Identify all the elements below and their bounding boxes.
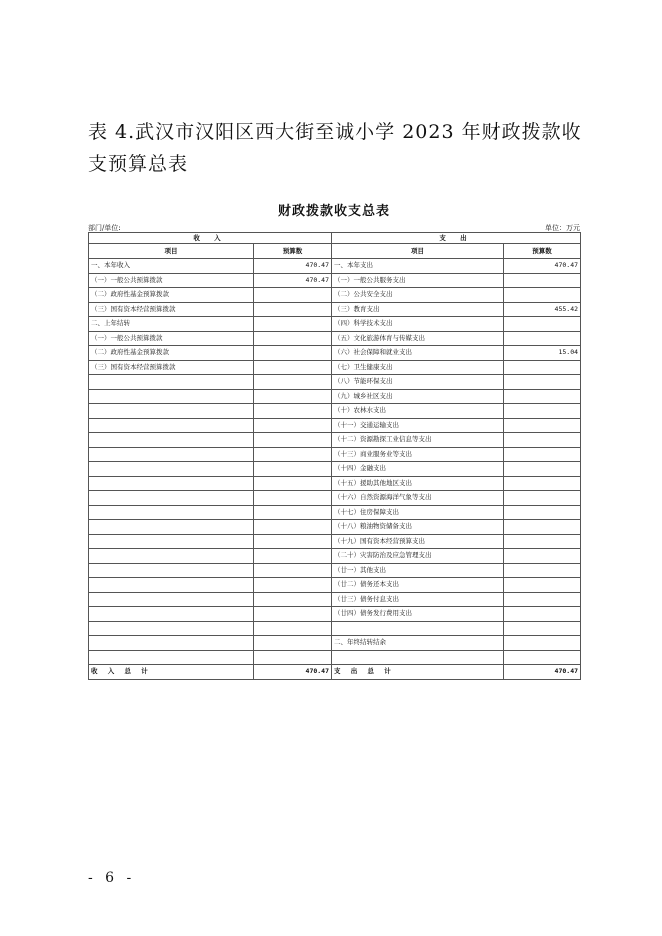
table-row bbox=[89, 549, 581, 564]
income-value-cell bbox=[254, 331, 332, 346]
income-item-cell bbox=[89, 433, 254, 448]
income-item-cell: （二）政府性基金预算拨款 bbox=[89, 288, 254, 303]
table-row bbox=[89, 447, 581, 462]
expense-value-cell bbox=[504, 505, 581, 520]
table-row bbox=[89, 578, 581, 593]
table-body bbox=[89, 259, 581, 665]
table-row bbox=[89, 636, 581, 651]
income-value-cell bbox=[254, 418, 332, 433]
expense-item-cell: （十五）援助其他地区支出 bbox=[332, 476, 504, 491]
income-item-cell bbox=[89, 650, 254, 665]
table-row bbox=[89, 476, 581, 491]
table-row bbox=[89, 592, 581, 607]
table-row bbox=[89, 607, 581, 622]
expense-item-cell: （廿一）其他支出 bbox=[332, 563, 504, 578]
table-row bbox=[89, 534, 581, 549]
expense-item-cell: （十六）自然资源海洋气象等支出 bbox=[332, 491, 504, 506]
expense-item-cell: （十）农林水支出 bbox=[332, 404, 504, 419]
income-item-header: 项目 bbox=[89, 244, 254, 259]
income-value-cell bbox=[254, 520, 332, 535]
income-value-cell bbox=[254, 592, 332, 607]
table-row bbox=[89, 491, 581, 506]
expense-value-cell bbox=[504, 534, 581, 549]
table-row bbox=[89, 520, 581, 535]
table-row bbox=[89, 346, 581, 361]
income-value-cell: 470.47 bbox=[254, 273, 332, 288]
expense-item-cell: （一）一般公共服务支出 bbox=[332, 273, 504, 288]
expense-item-cell: （十一）交通运输支出 bbox=[332, 418, 504, 433]
expense-item-cell: （九）城乡社区支出 bbox=[332, 389, 504, 404]
expense-item-cell: （十九）国有资本经营预算支出 bbox=[332, 534, 504, 549]
income-value-cell bbox=[254, 505, 332, 520]
table-row bbox=[89, 375, 581, 390]
expense-value-cell: 15.04 bbox=[504, 346, 581, 361]
expense-item-cell: （八）节能环保支出 bbox=[332, 375, 504, 390]
table-row bbox=[89, 302, 581, 317]
expense-value-cell bbox=[504, 592, 581, 607]
expense-item-cell: （廿四）债务发行费用支出 bbox=[332, 607, 504, 622]
expense-item-cell: （五）文化旅游体育与传媒支出 bbox=[332, 331, 504, 346]
expense-value-cell bbox=[504, 578, 581, 593]
income-value-cell bbox=[254, 476, 332, 491]
income-value-cell bbox=[254, 375, 332, 390]
income-value-cell bbox=[254, 317, 332, 332]
income-value-cell bbox=[254, 346, 332, 361]
income-total-value: 470.47 bbox=[254, 665, 332, 680]
expense-item-cell: （七）卫生健康支出 bbox=[332, 360, 504, 375]
table-row bbox=[89, 317, 581, 332]
table-row bbox=[89, 331, 581, 346]
table-row bbox=[89, 389, 581, 404]
income-item-cell: （三）国有资本经营预算拨款 bbox=[89, 302, 254, 317]
income-value-cell bbox=[254, 607, 332, 622]
table-row bbox=[89, 563, 581, 578]
income-item-cell bbox=[89, 636, 254, 651]
expense-item-cell: 一、本年支出 bbox=[332, 259, 504, 274]
expense-item-cell: （三）教育支出 bbox=[332, 302, 504, 317]
expense-item-cell: （二）公共安全支出 bbox=[332, 288, 504, 303]
section-header-row bbox=[89, 233, 581, 244]
expense-value-cell bbox=[504, 462, 581, 477]
table-row bbox=[89, 462, 581, 477]
expense-value-cell: 470.47 bbox=[504, 259, 581, 274]
income-item-cell bbox=[89, 621, 254, 636]
expense-item-cell: （四）科学技术支出 bbox=[332, 317, 504, 332]
expense-value-cell bbox=[504, 491, 581, 506]
income-value-cell bbox=[254, 621, 332, 636]
income-value-cell bbox=[254, 389, 332, 404]
expense-value-cell bbox=[504, 520, 581, 535]
income-item-cell bbox=[89, 491, 254, 506]
income-item-cell bbox=[89, 520, 254, 535]
expense-value-cell bbox=[504, 607, 581, 622]
income-value-cell bbox=[254, 563, 332, 578]
expense-item-header: 项目 bbox=[332, 244, 504, 259]
income-item-cell bbox=[89, 447, 254, 462]
income-value-cell bbox=[254, 650, 332, 665]
expense-item-cell bbox=[332, 621, 504, 636]
expense-item-cell: （六）社会保障和就业支出 bbox=[332, 346, 504, 361]
dept-label: 部门/单位: bbox=[88, 224, 121, 232]
expense-value-cell bbox=[504, 375, 581, 390]
document-title: 表 4.武汉市汉阳区西大街至诚小学 2023 年财政拨款收支预算总表 bbox=[88, 121, 582, 175]
expense-value-cell bbox=[504, 621, 581, 636]
income-value-cell bbox=[254, 491, 332, 506]
expense-value-cell bbox=[504, 563, 581, 578]
total-row bbox=[89, 665, 581, 680]
income-item-cell: （三）国有资本经营预算拨款 bbox=[89, 360, 254, 375]
income-item-cell: 二、上年结转 bbox=[89, 317, 254, 332]
expense-value-cell: 455.42 bbox=[504, 302, 581, 317]
income-item-cell: 一、本年收入 bbox=[89, 259, 254, 274]
expense-value-cell bbox=[504, 418, 581, 433]
expense-value-cell bbox=[504, 317, 581, 332]
expense-item-cell: （十七）住房保障支出 bbox=[332, 505, 504, 520]
expense-total-label: 支 出 总 计 bbox=[332, 665, 504, 680]
expense-budget-header: 预算数 bbox=[504, 244, 581, 259]
expense-value-cell bbox=[504, 273, 581, 288]
expense-value-cell bbox=[504, 650, 581, 665]
table-row bbox=[89, 259, 581, 274]
income-total-label: 收 入 总 计 bbox=[89, 665, 254, 680]
expense-value-cell bbox=[504, 476, 581, 491]
table-row bbox=[89, 433, 581, 448]
table-row bbox=[89, 418, 581, 433]
page-number: - 6 - bbox=[88, 870, 136, 886]
income-item-cell: （一）一般公共预算拨款 bbox=[89, 273, 254, 288]
income-item-cell: （二）政府性基金预算拨款 bbox=[89, 346, 254, 361]
income-item-cell bbox=[89, 404, 254, 419]
expense-value-cell bbox=[504, 288, 581, 303]
column-header-row bbox=[89, 244, 581, 259]
expense-header: 支 出 bbox=[332, 233, 581, 244]
table-title: 财政拨款收支总表 bbox=[277, 204, 390, 219]
expense-item-cell: （廿二）债务还本支出 bbox=[332, 578, 504, 593]
income-item-cell bbox=[89, 505, 254, 520]
table-row bbox=[89, 621, 581, 636]
budget-table bbox=[88, 232, 581, 680]
expense-item-cell: （廿三）债务付息支出 bbox=[332, 592, 504, 607]
income-budget-header: 预算数 bbox=[254, 244, 332, 259]
expense-item-cell: （十八）粮油物资储备支出 bbox=[332, 520, 504, 535]
expense-value-cell bbox=[504, 433, 581, 448]
income-item-cell bbox=[89, 592, 254, 607]
table-row bbox=[89, 505, 581, 520]
expense-value-cell bbox=[504, 447, 581, 462]
expense-value-cell bbox=[504, 389, 581, 404]
income-item-cell bbox=[89, 607, 254, 622]
income-value-cell: 470.47 bbox=[254, 259, 332, 274]
income-value-cell bbox=[254, 462, 332, 477]
income-value-cell bbox=[254, 288, 332, 303]
table-row bbox=[89, 650, 581, 665]
expense-item-cell: （十二）资源勘探工业信息等支出 bbox=[332, 433, 504, 448]
expense-item-cell: （十三）商业服务业等支出 bbox=[332, 447, 504, 462]
table-row bbox=[89, 273, 581, 288]
expense-value-cell bbox=[504, 549, 581, 564]
income-item-cell bbox=[89, 476, 254, 491]
income-value-cell bbox=[254, 302, 332, 317]
expense-value-cell bbox=[504, 404, 581, 419]
income-value-cell bbox=[254, 433, 332, 448]
income-value-cell bbox=[254, 360, 332, 375]
expense-item-cell: （十四）金融支出 bbox=[332, 462, 504, 477]
table-row bbox=[89, 404, 581, 419]
table-row bbox=[89, 360, 581, 375]
expense-item-cell: （二十）灾害防治及应急管理支出 bbox=[332, 549, 504, 564]
income-item-cell bbox=[89, 563, 254, 578]
income-value-cell bbox=[254, 404, 332, 419]
income-item-cell bbox=[89, 578, 254, 593]
income-item-cell bbox=[89, 534, 254, 549]
income-value-cell bbox=[254, 447, 332, 462]
expense-item-cell bbox=[332, 650, 504, 665]
expense-value-cell bbox=[504, 331, 581, 346]
expense-total-value: 470.47 bbox=[504, 665, 581, 680]
income-item-cell: （一）一般公共预算拨款 bbox=[89, 331, 254, 346]
income-value-cell bbox=[254, 578, 332, 593]
expense-value-cell bbox=[504, 360, 581, 375]
income-header: 收 入 bbox=[89, 233, 332, 244]
income-value-cell bbox=[254, 534, 332, 549]
income-item-cell bbox=[89, 549, 254, 564]
income-value-cell bbox=[254, 549, 332, 564]
income-value-cell bbox=[254, 636, 332, 651]
unit-label: 单位：万元 bbox=[545, 224, 580, 232]
expense-item-cell: 二、年终结转结余 bbox=[332, 636, 504, 651]
income-item-cell bbox=[89, 418, 254, 433]
income-item-cell bbox=[89, 375, 254, 390]
expense-value-cell bbox=[504, 636, 581, 651]
income-item-cell bbox=[89, 389, 254, 404]
table-row bbox=[89, 288, 581, 303]
income-item-cell bbox=[89, 462, 254, 477]
